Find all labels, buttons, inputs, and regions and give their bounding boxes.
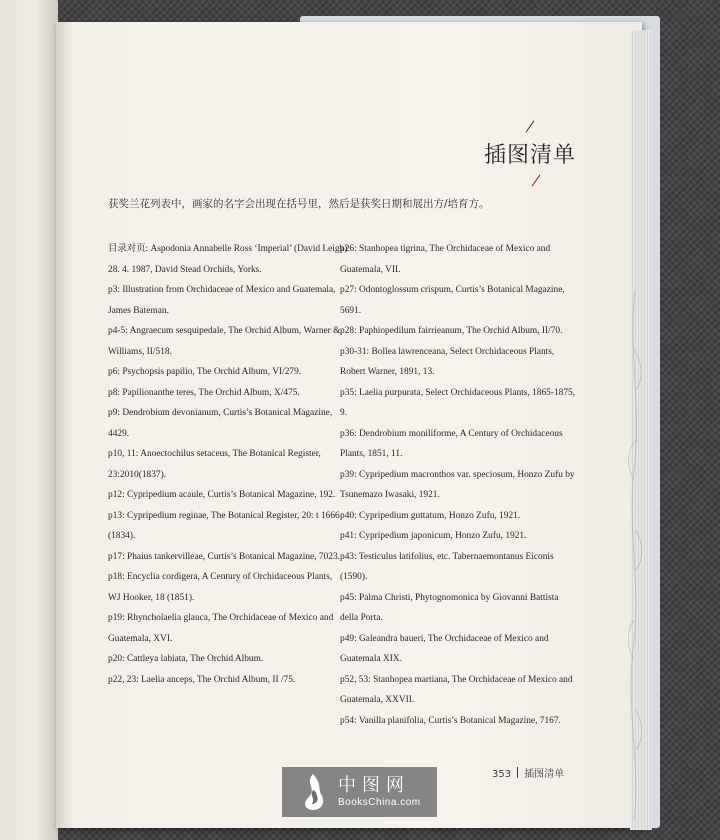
watermark-en: BooksChina.com bbox=[338, 797, 421, 808]
footer-divider bbox=[517, 767, 518, 778]
entry-line: James Bateman. bbox=[108, 305, 169, 316]
entry-line: p41: Cypripedium japonicum, Honzo Zufu, 1921. bbox=[340, 531, 527, 541]
illustration-list-right bbox=[340, 239, 576, 731]
illustration-entry bbox=[108, 403, 348, 444]
entry-line: p28: Paphiopedilum fairrieanum, The Orchid Album, II/70. bbox=[340, 326, 563, 336]
illustration-entry bbox=[108, 649, 348, 670]
leaf-decoration-icon bbox=[624, 290, 646, 820]
illustration-entry bbox=[108, 383, 348, 404]
entry-line: p45: Palma Christi, Phytognomonica by Giovanni Battista bbox=[340, 592, 559, 603]
entry-line: p6: Psychopsis papilio, The Orchid Album, VI/279. bbox=[108, 367, 302, 377]
intro-text: 获奖兰花列表中，画家的名字会出现在括号里，然后是获奖日期和展出方/培育方。 bbox=[108, 198, 490, 210]
entry-line: WJ Hooker, 18 (1851). bbox=[108, 592, 195, 603]
illustration-entry bbox=[340, 280, 576, 321]
illustration-entry bbox=[340, 670, 576, 711]
entry-line: p39: Cypripedium macronthos var. speciosum, Honzo Zufu by bbox=[340, 469, 575, 480]
illustration-entry bbox=[108, 321, 348, 362]
entry-line: p35: Laelia purpurata, Select Orchidaceous Plants, 1865-1875, 9. bbox=[340, 387, 576, 418]
entry-line: p52, 53: Stanhopea martiana, The Orchidaceae of Mexico and bbox=[340, 674, 573, 685]
entry-line: p43: Testiculus latifolius, etc. Tabernaemontanus Eiconis bbox=[340, 551, 554, 562]
illustration-entry bbox=[340, 506, 576, 527]
entry-line: p20: Cattleya labiata, The Orchid Album. bbox=[108, 654, 264, 664]
illustration-entry bbox=[108, 670, 348, 691]
entry-line: p3: Illustration from Orchidaceae of Mexico and Guatemala, bbox=[108, 285, 336, 295]
entry-line: 4429. bbox=[108, 428, 130, 439]
illustration-entry bbox=[340, 547, 576, 588]
illustration-entry bbox=[340, 629, 576, 670]
entry-line: 23:2010(1837). bbox=[108, 469, 167, 480]
entry-line: della Porta. bbox=[340, 613, 383, 623]
entry-line: p18: Encyclia cordigera, A Century of Orchidaceous Plants, bbox=[108, 572, 333, 582]
entry-line: p49: Galeandra baueri, The Orchidaceae of Mexico and bbox=[340, 633, 549, 644]
entry-line: Guatemala, XVI. bbox=[108, 633, 173, 644]
page-number: 353 bbox=[492, 769, 512, 780]
illustration-entry bbox=[108, 567, 348, 608]
illustration-entry bbox=[108, 506, 348, 547]
illustration-entry bbox=[340, 526, 576, 547]
illustration-entry bbox=[340, 424, 576, 465]
entry-line: p27: Odontoglossum crispum, Curtis’s Botanical Magazine, 5691. bbox=[340, 285, 565, 316]
entry-line: Robert Warner, 1891, 13. bbox=[340, 367, 435, 377]
entry-line: 28. 4. 1987, David Stead Orchids, Yorks. bbox=[108, 264, 262, 275]
entry-line: Plants, 1851, 11. bbox=[340, 449, 403, 459]
entry-line: 目录对页: Aspodonia Annabelle Ross ‘Imperial’ (David Leigh) bbox=[108, 244, 348, 254]
illustration-entry bbox=[340, 588, 576, 629]
entry-line: Guatemala XIX. bbox=[340, 654, 402, 664]
illustration-entry bbox=[340, 711, 576, 732]
entry-line: Williams, II/518. bbox=[108, 346, 172, 357]
entry-line: p40: Cypripedium guttatum, Honzo Zufu, 1921. bbox=[340, 510, 521, 521]
entry-line: p36: Dendrobium moniliforme, A Century of Orchidaceous bbox=[340, 428, 563, 439]
entry-line: p22, 23: Laelia anceps, The Orchid Album, II /75. bbox=[108, 674, 296, 685]
illustration-entry bbox=[108, 280, 348, 321]
footer-section-title: 插图清单 bbox=[524, 769, 565, 780]
entry-line: p26: Stanhopea tigrina, The Orchidaceae of Mexico and bbox=[340, 244, 551, 254]
illustration-entry bbox=[108, 362, 348, 383]
illustration-entry bbox=[340, 321, 576, 342]
illustration-entry bbox=[108, 444, 348, 485]
entry-line: p30-31: Bollea lawrenceana, Select Orchidaceous Plants, bbox=[340, 346, 555, 357]
illustration-entry bbox=[108, 485, 348, 506]
page-title: 插图清单 bbox=[484, 143, 577, 168]
illustration-entry bbox=[340, 465, 576, 506]
entry-line: (1590). bbox=[340, 572, 368, 582]
entry-line: p4-5: Angraecum sesquipedale, The Orchid Album, Warner & bbox=[108, 326, 341, 336]
entry-line: Tsunemazo Iwasaki, 1921. bbox=[340, 490, 440, 500]
page-footer bbox=[492, 765, 564, 780]
entry-line: p13: Cypripedium reginae, The Botanical Register, 20: t 1666 bbox=[108, 510, 340, 521]
watermark bbox=[282, 767, 437, 817]
entry-line: p12: Cypripedium acaule, Curtis’s Botanical Magazine, 192. bbox=[108, 490, 336, 500]
flame-logo-icon bbox=[296, 772, 330, 812]
entry-line: p9: Dendrobium devonianum, Curtis’s Botanical Magazine, bbox=[108, 408, 333, 418]
entry-line: p10, 11: Anoectochilus setaceus, The Botanical Register, bbox=[108, 449, 321, 459]
entry-line: p54: Vanilla planifolia, Curtis’s Botanical Magazine, 7167. bbox=[340, 715, 561, 726]
facing-page bbox=[0, 0, 58, 840]
illustration-entry bbox=[108, 239, 348, 280]
illustration-entry bbox=[340, 239, 576, 280]
entry-line: (1834). bbox=[108, 531, 136, 541]
illustration-entry bbox=[340, 383, 576, 424]
illustration-entry bbox=[340, 342, 576, 383]
illustration-entry bbox=[108, 608, 348, 649]
watermark-cn: 中图网 bbox=[338, 775, 410, 796]
illustration-entry bbox=[108, 547, 348, 568]
illustration-list-left bbox=[108, 239, 348, 690]
entry-line: p19: Rhyncholaelia glauca, The Orchidaceae of Mexico and bbox=[108, 613, 334, 623]
entry-line: p8: Papilionanthe teres, The Orchid Album, X/475. bbox=[108, 387, 300, 398]
entry-line: Guatemala, VII. bbox=[340, 264, 401, 275]
entry-line: Guatemala, XXVII. bbox=[340, 695, 415, 705]
entry-line: p17: Phaius tankervilleae, Curtis’s Botanical Magazine, 7023. bbox=[108, 551, 340, 562]
